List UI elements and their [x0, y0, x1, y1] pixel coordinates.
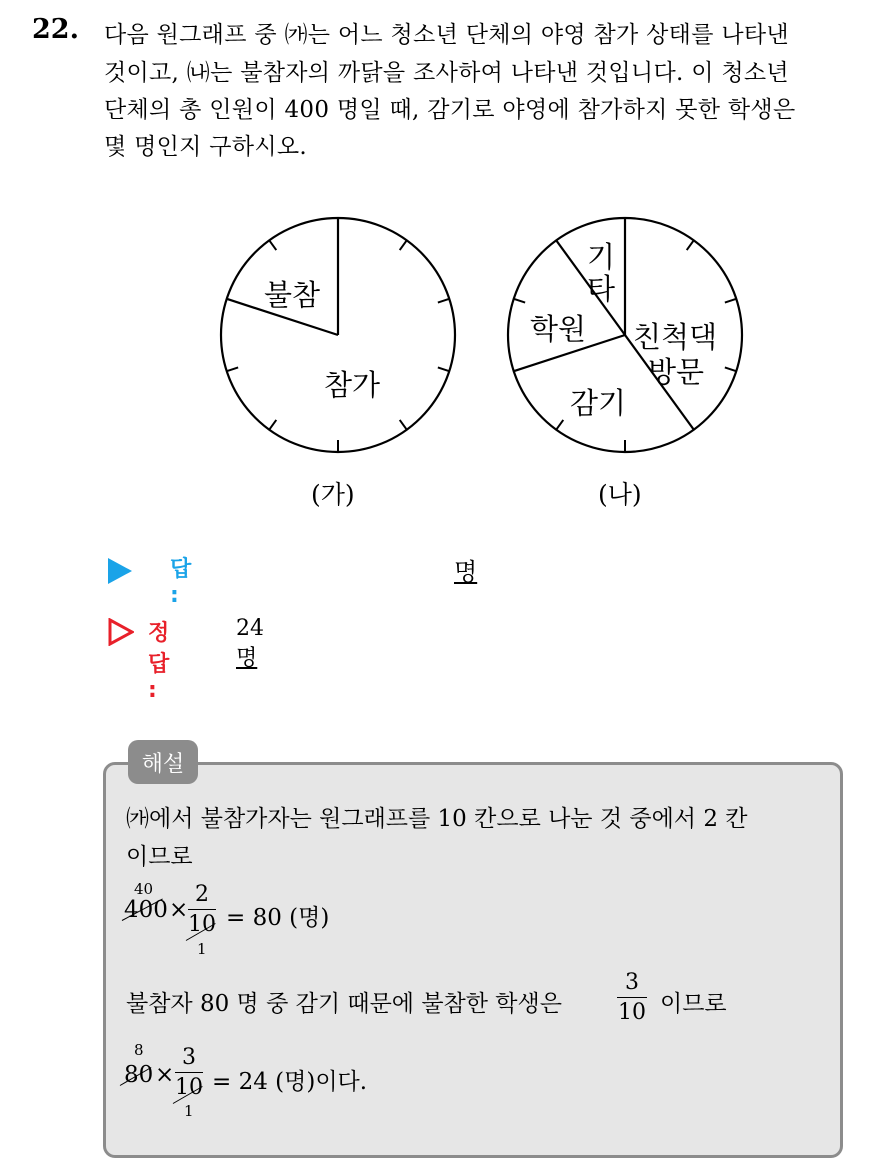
question-number: 22. [32, 14, 79, 45]
chart-ga-caption: (가) [311, 480, 355, 509]
eq2-times: × [155, 1062, 175, 1088]
eq2-factor: 80 [124, 1062, 154, 1088]
pie-0-tick-3 [438, 367, 449, 371]
pie-0-tick-6 [269, 420, 276, 430]
chart-ga-label-absent: 불참 [264, 278, 321, 312]
correct-answer-unit: 명 [236, 646, 258, 671]
eq1-fraction-numerator: 2 [195, 882, 209, 907]
solution-tab: 해설 [128, 740, 198, 784]
eq1-reduced-numerator: 40 [134, 880, 154, 898]
eq2-fraction-bar [175, 1072, 203, 1073]
answer-label: 답 : [170, 557, 192, 608]
eq2-fraction [175, 1045, 203, 1100]
eq2-fraction-denominator: 10 [175, 1075, 203, 1100]
question-text-line-1: 다음 원그래프 중 ㈎는 어느 청소년 단체의 야영 참가 상태를 나타낸 [104, 22, 789, 48]
question-text-line-4: 몇 명인지 구하시오. [104, 134, 307, 160]
chart-na-label-etc-2: 타 [587, 272, 616, 306]
chart-na-label-academy: 학원 [530, 312, 587, 346]
pie-charts [0, 195, 884, 525]
eq2-fraction-numerator: 3 [182, 1045, 196, 1070]
line3-fraction [617, 970, 647, 1025]
eq1-times: × [169, 897, 189, 923]
outline-arrow-icon [108, 618, 134, 646]
eq1-factor: 400 [124, 897, 168, 923]
correct-answer-label: 정답 : [148, 621, 170, 703]
pie-charts-svg [0, 195, 884, 525]
chart-na-caption: (나) [598, 480, 642, 509]
solution-line-2: 이므로 [126, 844, 193, 870]
pie-1-tick-3 [725, 367, 736, 371]
question-text-line-2: 것이고, ㈏는 불참자의 까닭을 조사하여 나타낸 것입니다. 이 청소년 [104, 60, 789, 86]
pie-1-tick-1 [687, 240, 694, 250]
pie-0-tick-9 [269, 240, 276, 250]
correct-answer-value [236, 616, 264, 672]
pie-0-tick-2 [438, 299, 449, 303]
pie-0-tick-7 [227, 367, 238, 371]
line3-fraction-denominator: 10 [618, 1000, 646, 1025]
pie-0-tick-1 [400, 240, 407, 250]
eq2-result: = 24 (명)이다. [212, 1069, 368, 1095]
eq1-fraction-denominator: 10 [188, 912, 216, 937]
chart-na-label-etc-1: 기 [587, 240, 616, 274]
correct-answer-number: 24 [236, 616, 264, 641]
pie-1-tick-6 [556, 420, 563, 430]
pie-1-tick-8 [514, 299, 525, 303]
chart-na-label-relative-1: 친척댁 [633, 320, 718, 354]
eq2-reduced-numerator: 8 [134, 1041, 144, 1059]
solution-line-1: ㈎에서 불참가자는 원그래프를 10 칸으로 나눈 것 중에서 2 칸 [126, 806, 748, 832]
eq1-fraction-bar [188, 909, 216, 910]
pie-1-tick-2 [725, 299, 736, 303]
eq2-reduced-denominator: 1 [184, 1102, 194, 1120]
line3-fraction-numerator: 3 [625, 970, 639, 995]
eq1-fraction [188, 882, 216, 937]
play-arrow-icon [108, 558, 132, 584]
pie-0-tick-4 [400, 420, 407, 430]
chart-ga-label-attend: 참가 [324, 368, 381, 402]
eq1-result: = 80 (명) [226, 905, 330, 931]
answer-unit: 명 [454, 558, 478, 586]
solution-line-3: 불참자 80 명 중 감기 때문에 불참한 학생은 [126, 991, 562, 1017]
question-text-line-3: 단체의 총 인원이 400 명일 때, 감기로 야영에 참가하지 못한 학생은 [104, 97, 796, 123]
solution-line-3-end: 이므로 [660, 991, 727, 1017]
chart-na-label-cold: 감기 [570, 386, 627, 420]
eq1-reduced-denominator: 1 [197, 940, 207, 958]
chart-na-label-relative-2: 방문 [648, 355, 705, 389]
line3-fraction-bar [617, 997, 647, 998]
